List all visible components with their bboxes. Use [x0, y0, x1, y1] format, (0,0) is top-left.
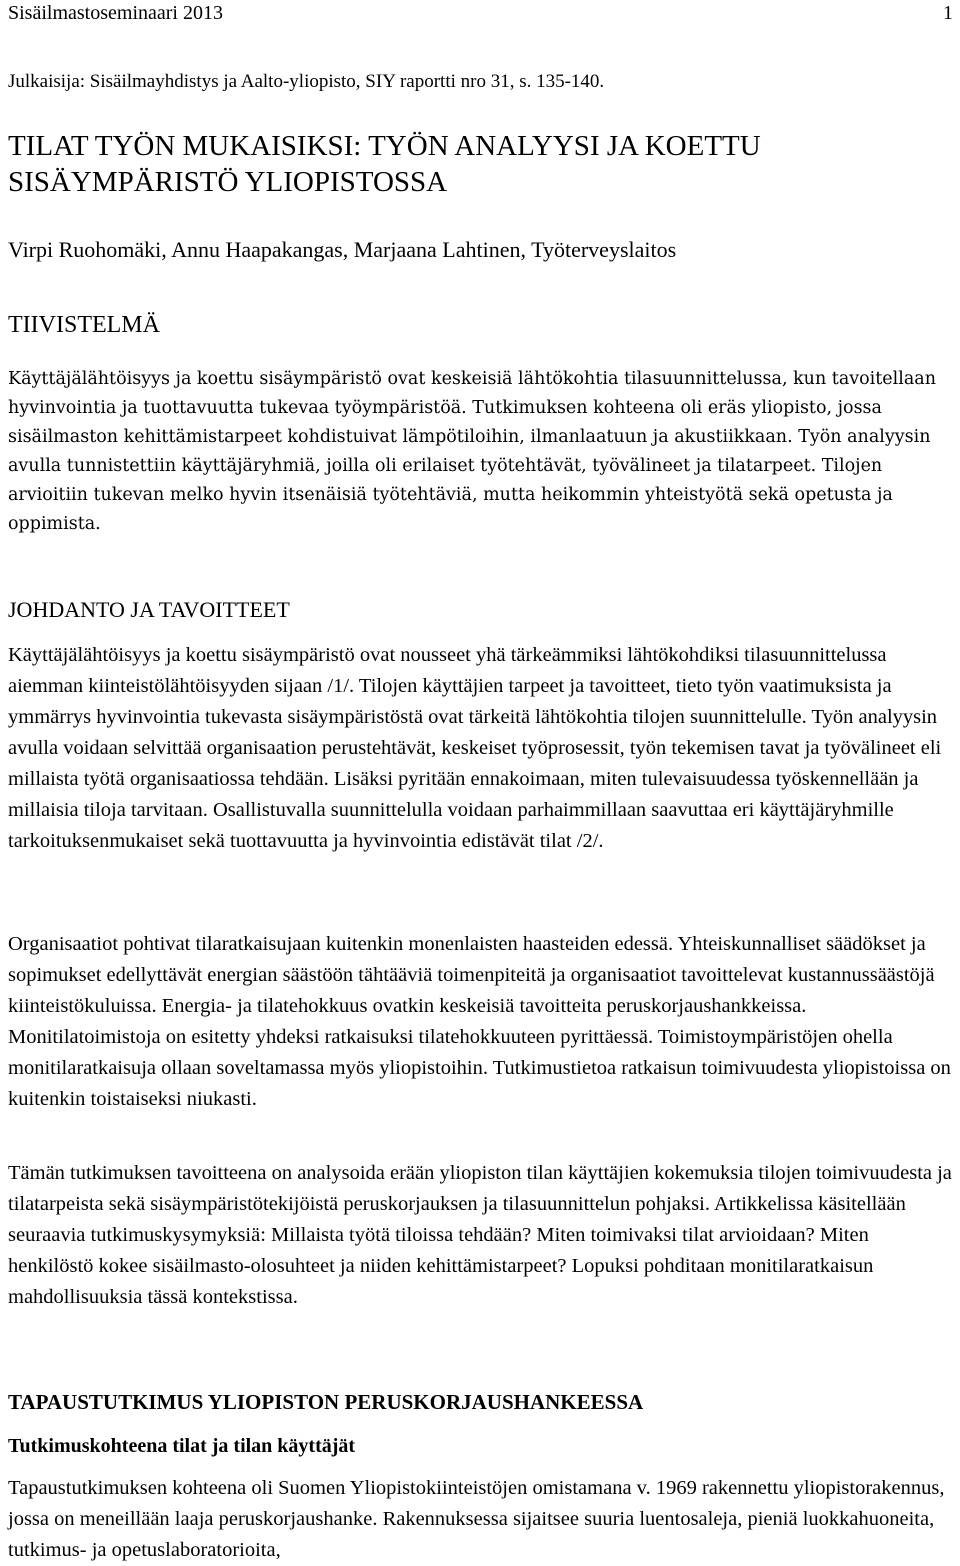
paper-title: TILAT TYÖN MUKAISIKSI: TYÖN ANALYYSI JA KOETTU SISÄYMPÄRISTÖ YLIOPISTOSSA: [8, 130, 761, 198]
intro-paragraph-2: Organisaatiot pohtivat tilaratkaisujaan kuitenkin monenlaisten haasteiden edessä. Yhteiskunnalliset säädökset ja sopimukset edellyttävät energian säästöön tähtääviä toimenpiteitä ja organisaatiot tavoittelevat kustannussäästöjä kiinteistökuluissa. Energia- ja tilatehokkuus ovatkin keskeisiä tavoitteita peruskorjaushankkeissa. Monitilatoimistoja on esitetty yhdeksi ratkaisuksi tilatehokkuuteen pyrittäessä. Toimistoympäristöjen ohella monitilaratkaisuja ollaan soveltamassa myös yliopistoihin. Tutkimustietoa ratkaisun toimivuudesta yliopistoissa on kuitenkin toistaiseksi niukasti.: [8, 933, 951, 1110]
page-number: 1: [943, 2, 953, 24]
page-header: [8, 0, 953, 26]
conference-name: Sisäilmastoseminaari 2013: [8, 2, 223, 24]
publisher-line: Julkaisija: Sisäilmayhdistys ja Aalto-yliopisto, SIY raportti nro 31, s. 135-140.: [8, 71, 605, 92]
intro-paragraph-3: Tämän tutkimuksen tavoitteena on analysoida erään yliopiston tilan käyttäjien kokemuksia tilojen toimivuudesta ja tilatarpeista sekä sisäympäristötekijöistä peruskorjauksen ja tilasuunnittelun pohjaksi. Artikkelissa käsitellään seuraavia tutkimuskysymyksiä: Millaista työtä tiloissa tehdään? Miten toimivaksi tilat arvioidaan? Miten henkilöstö kokee sisäilmasto-olosuhteet ja niiden kehittämistarpeet? Lopuksi pohditaan monitilaratkaisun mahdollisuuksia tässä kontekstissa.: [8, 1162, 952, 1308]
case-study-heading: TAPAUSTUTKIMUS YLIOPISTON PERUSKORJAUSHANKEESSA: [8, 1390, 644, 1414]
case-study-paragraph: Tapaustutkimuksen kohteena oli Suomen Yliopistokiinteistöjen omistamana v. 1969 rakennettu yliopistorakennus, jossa on meneillään laaja peruskorjaushanke. Rakennuksessa sijaitsee suuria luentosaleja, pieniä luokkahuoneita, tutkimus- ja opetuslaboratorioita,: [8, 1477, 945, 1561]
author-list: Virpi Ruohomäki, Annu Haapakangas, Marjaana Lahtinen, Työterveyslaitos: [8, 237, 677, 262]
abstract-heading: TIIVISTELMÄ: [8, 312, 160, 338]
abstract-text: Käyttäjälähtöisyys ja koettu sisäympäristö ovat keskeisiä lähtökohtia tilasuunnittelussa, kun tavoitellaan hyvinvointia ja tuottavuutta tukevaa työympäristöä. Tutkimuksen kohteena oli eräs yliopisto, jossa sisäilmaston kehittämistarpeet kohdistuivat lämpötiloihin, ilmanlaatuun ja akustiikkaan. Työn analyysin avulla tunnistettiin käyttäjäryhmiä, joilla oli erilaiset työtehtävät, työvälineet ja tilatarpeet. Tilojen arvioitiin tukevan melko hyvin itsenäisiä työtehtäviä, mutta heikommin yhteistyötä sekä opetusta ja oppimista.: [8, 369, 936, 534]
intro-heading: JOHDANTO JA TAVOITTEET: [8, 597, 290, 622]
case-study-subheading: Tutkimuskohteena tilat ja tilan käyttäjät: [8, 1435, 356, 1457]
intro-paragraph-1: Käyttäjälähtöisyys ja koettu sisäympäristö ovat nousseet yhä tärkeämmiksi lähtökohdiksi tilasuunnittelussa aiemman kiinteistölähtöisyyden sijaan /1/. Tilojen käyttäjien tarpeet ja tavoitteet, tieto työn vaatimuksista ja ymmärrys hyvinvointia tukevasta sisäympäristöstä ovat tärkeitä lähtökohtia tilojen suunnittelulle. Työn analyysin avulla voidaan selvittää organisaation perustehtävät, keskeiset työprosessit, työn tekemisen tavat ja työvälineet eli millaista työtä organisaatiossa tehdään. Lisäksi pyritään ennakoimaan, miten tulevaisuudessa työskennellään ja millaisia tiloja tarvitaan. Osallistuvalla suunnittelulla voidaan parhaimmillaan saavuttaa eri käyttäjäryhmille tarkoituksenmukaiset sekä tuottavuutta ja hyvinvointia edistävät tilat /2/.: [8, 644, 942, 852]
